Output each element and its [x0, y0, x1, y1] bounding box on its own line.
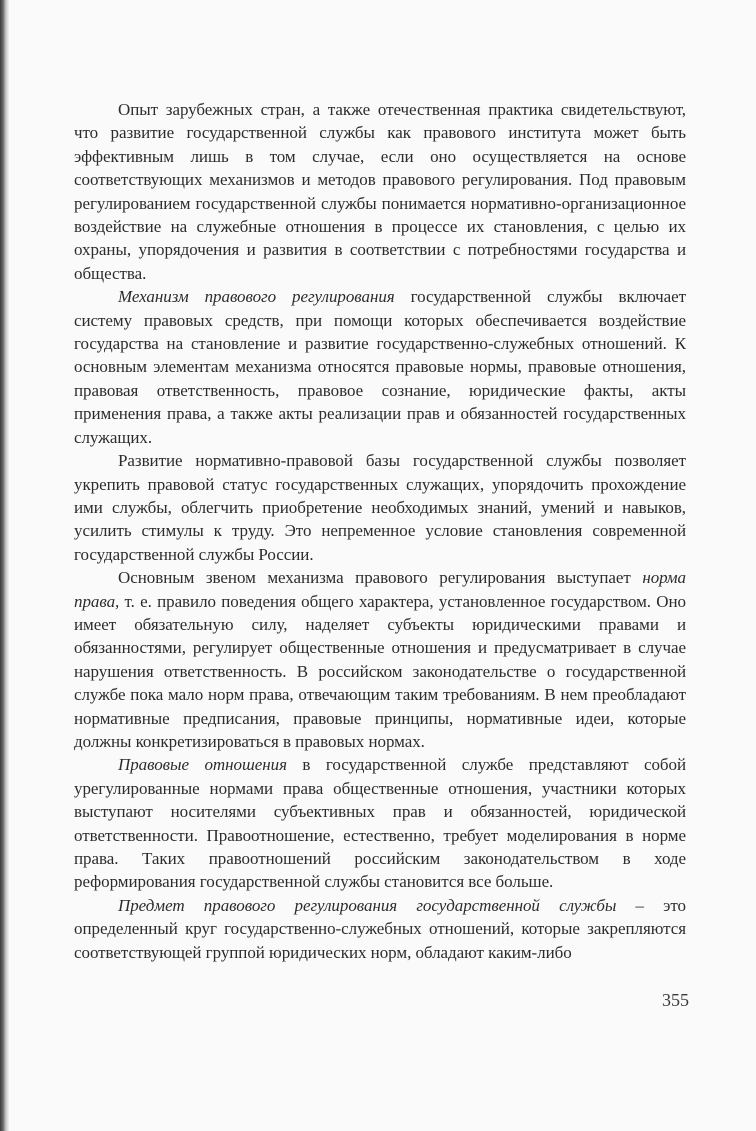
paragraph-6	[74, 894, 686, 964]
paragraph-1	[74, 98, 686, 285]
paragraph-2-text: государственной службы включает систему правовых средств, при помощи которых обеспечивается воздействие государства на становление и развитие государственно-служебных отношений. К основным элементам механизма относятся правовые нормы, правовые отношения, правовая ответственность, правовое сознание, юридические факты, акты применения права, а также акты реализации прав и обязанностей государственных служащих.	[74, 287, 686, 447]
body-text	[74, 98, 686, 964]
paragraph-4	[74, 566, 686, 753]
term-norm: норма права,	[74, 568, 686, 611]
page-number: 355	[662, 990, 689, 1010]
term-legal-relations: Правовые отношения	[118, 755, 287, 775]
paragraph-1-text: Опыт зарубежных стран, а также отечественная практика свидетельствуют, что развитие государственной службы как правового института может быть эффективным лишь в том случае, если оно осуществляется на основе соответствующих механизмов и методов правового регулирования. Под правовым регулированием государственной службы понимается нормативно-организационное воздействие на служебные отношения в процессе их становления, с целью их охраны, упорядочения и развития в соответствии с потребностями государства и общества.	[74, 100, 686, 283]
paragraph-4-text-before: Основным звеном механизма правового регулирования выступает	[118, 568, 643, 588]
paragraph-5-text: в государственной службе представляют собой урегулированные нормами права общественные отношения, участники которых выступают носителями субъективных прав и обязанностей, юридической ответственности. Правоотношение, естественно, требует моделирования в норме права. Таких правоотношений российским законодательством в ходе реформирования государственной службы становится все больше.	[74, 755, 686, 892]
paragraph-3	[74, 449, 686, 566]
paragraph-2	[74, 285, 686, 449]
paragraph-4-text-after: т. е. правило поведения общего характера, установленное государством. Оно имеет обязательную силу, наделяет субъекты юридическими правами и обязанностями, регулирует общественные отношения и предусматривает в случае нарушения ответственность. В российском законодательстве о государственной службе пока мало норм права, отвечающим таким требованиям. В нем преобладают нормативные предписания, правовые принципы, нормативные идеи, которые должны конкретизироваться в правовых нормах.	[74, 591, 686, 751]
paragraph-5	[74, 753, 686, 893]
term-mechanism: Механизм правового регулирования	[118, 287, 395, 307]
term-subject: Предмет правового регулирования государственной службы	[118, 895, 617, 915]
paragraph-3-text: Развитие нормативно-правовой базы государственной службы позволяет укрепить правовой статус государственных служащих, упорядочить прохождение ими службы, облегчить приобретение необходимых знаний, умений и навыков, усилить стимулы к труду. Это непременное условие становления современной государственной службы России.	[74, 451, 686, 564]
page-binding-edge	[0, 0, 9, 1131]
paragraph-6-text: – это определенный круг государственно-служебных отношений, которые закрепляются соответствующей группой юридических норм, обладают каким-либо	[74, 895, 686, 962]
